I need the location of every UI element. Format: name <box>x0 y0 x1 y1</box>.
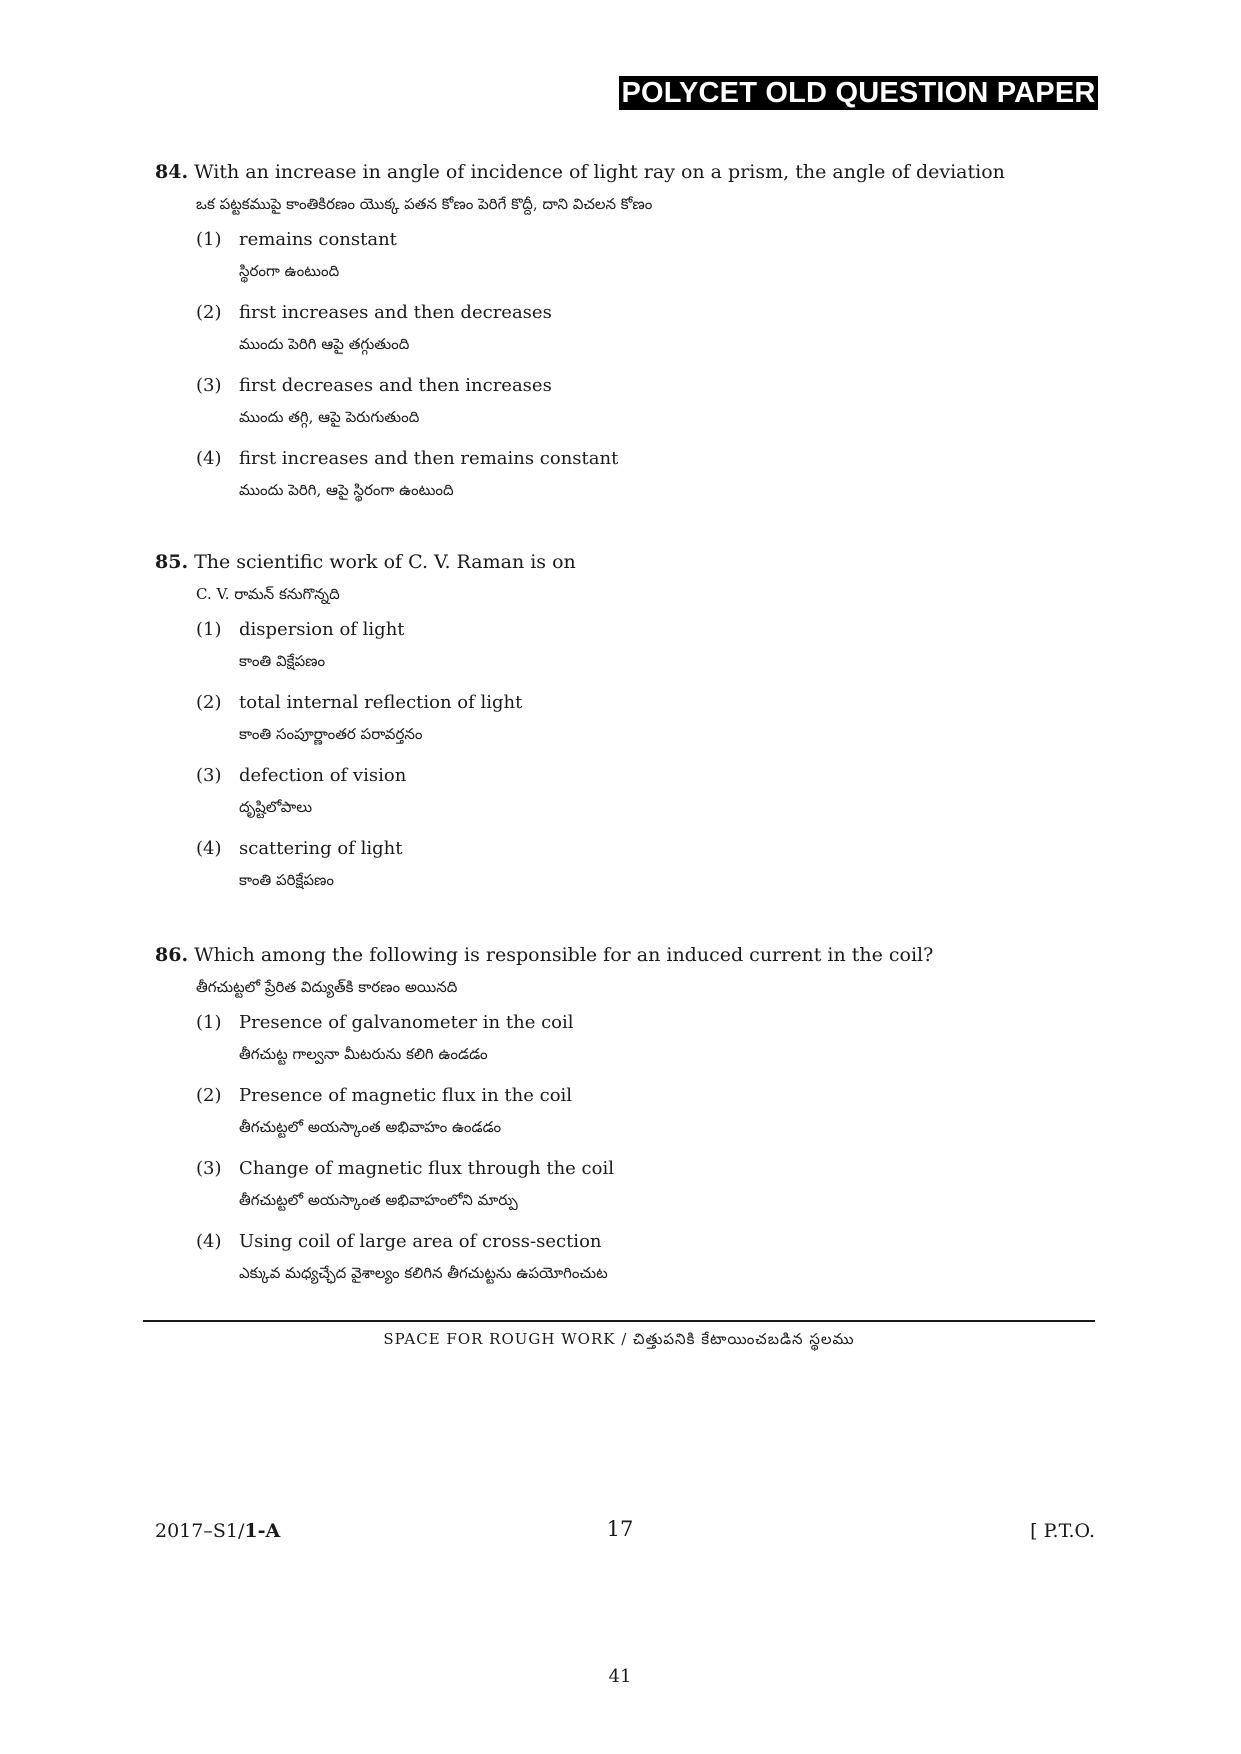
question-text-en <box>155 550 1095 574</box>
option-1 <box>196 618 1095 691</box>
option-number: (3) <box>196 765 222 786</box>
option-text-te: ఎక్కువ మధ్యచ్ఛేద వైశాల్యం కలిగిన తీగచుట్టను ఉపయోగించుట <box>239 1264 608 1282</box>
question-number: 86. <box>155 944 189 966</box>
sheet-number: 41 <box>608 1666 632 1687</box>
option-text-te: కాంతి విక్షేపణం <box>239 652 326 670</box>
option-text-en: defection of vision <box>239 765 407 786</box>
option-3 <box>196 764 1095 837</box>
option-2 <box>196 691 1095 764</box>
option-number: (4) <box>196 448 222 469</box>
question-text-te: ఒక పట్టకముపై కాంతికిరణం యొక్క పతన కోణం పెరిగే కొద్దీ, దాని విచలన కోణం <box>196 195 653 213</box>
question-85 <box>155 550 1095 910</box>
question-text-en <box>155 160 1095 184</box>
question-text: With an increase in angle of incidence of light ray on a prism, the angle of deviation <box>194 161 1005 183</box>
option-text-en: first decreases and then increases <box>239 375 552 396</box>
paper-code-prefix: 2017–S1/ <box>155 1520 245 1542</box>
option-1 <box>196 228 1095 301</box>
option-text-te: స్థిరంగా ఉంటుంది <box>239 262 340 280</box>
option-number: (2) <box>196 302 222 323</box>
option-text-te: దృష్టిలోపాలు <box>239 798 313 816</box>
option-number: (4) <box>196 838 222 859</box>
question-number: 85. <box>155 551 189 573</box>
option-4 <box>196 447 1095 520</box>
page-number: 17 <box>606 1517 634 1541</box>
option-text-en: Change of magnetic flux through the coil <box>239 1158 614 1179</box>
pto-marker: [ P.T.O. <box>1030 1520 1095 1542</box>
option-number: (2) <box>196 692 222 713</box>
option-text-en: remains constant <box>239 229 397 250</box>
question-text-te: C. V. రామన్ కనుగొన్నది <box>196 585 340 603</box>
option-text-te: తీగచుట్టలో అయస్కాంత అభివాహంలోని మార్పు <box>239 1191 518 1209</box>
option-text-te: కాంతి పరిక్షేపణం <box>239 871 334 889</box>
option-1 <box>196 1011 1095 1084</box>
question-number: 84. <box>155 161 189 183</box>
option-2 <box>196 1084 1095 1157</box>
option-text-en: first increases and then remains constant <box>239 448 619 469</box>
option-text-en: first increases and then decreases <box>239 302 552 323</box>
option-text-en: dispersion of light <box>239 619 405 640</box>
option-number: (3) <box>196 375 222 396</box>
rough-work-label: SPACE FOR ROUGH WORK / చిత్తుపనికి కేటాయించబడిన స్థలము <box>383 1330 855 1348</box>
option-text-te: తీగచుట్టలో అయస్కాంత అభివాహం ఉండడం <box>239 1118 502 1136</box>
document-title-banner: POLYCET OLD QUESTION PAPER <box>619 76 1098 110</box>
option-number: (4) <box>196 1231 222 1252</box>
rough-work-divider <box>143 1320 1095 1322</box>
option-text-en: total internal reflection of light <box>239 692 523 713</box>
question-text: The scientific work of C. V. Raman is on <box>194 551 576 573</box>
option-text-en: Using coil of large area of cross-section <box>239 1231 602 1252</box>
paper-code <box>155 1519 280 1543</box>
question-84 <box>155 160 1095 520</box>
question-text-en <box>155 943 1095 967</box>
option-number: (1) <box>196 229 222 250</box>
option-2 <box>196 301 1095 374</box>
option-text-en: scattering of light <box>239 838 403 859</box>
option-text-te: తీగచుట్ట గాల్వనా మీటరును కలిగి ఉండడం <box>239 1045 488 1063</box>
option-text-te: ముందు పెరిగి, ఆపై స్థిరంగా ఉంటుంది <box>239 481 454 499</box>
option-number: (3) <box>196 1158 222 1179</box>
option-text-te: కాంతి సంపూర్ణాంతర పరావర్తనం <box>239 725 423 743</box>
question-text-te: తీగచుట్టలో ప్రేరిత విద్యుత్‌కి కారణం అయినది <box>196 978 458 996</box>
option-number: (2) <box>196 1085 222 1106</box>
option-text-te: ముందు పెరిగి ఆపై తగ్గుతుంది <box>239 335 410 353</box>
option-text-te: ముందు తగ్గి, ఆపై పెరుగుతుంది <box>239 408 420 426</box>
option-text-en: Presence of magnetic flux in the coil <box>239 1085 573 1106</box>
option-number: (1) <box>196 619 222 640</box>
option-4 <box>196 1230 1095 1303</box>
option-number: (1) <box>196 1012 222 1033</box>
paper-code-suffix: 1-A <box>244 1520 281 1542</box>
question-text: Which among the following is responsible for an induced current in the coil? <box>194 944 934 966</box>
question-86 <box>155 943 1095 1303</box>
option-3 <box>196 374 1095 447</box>
option-3 <box>196 1157 1095 1230</box>
option-text-en: Presence of galvanometer in the coil <box>239 1012 574 1033</box>
option-4 <box>196 837 1095 910</box>
